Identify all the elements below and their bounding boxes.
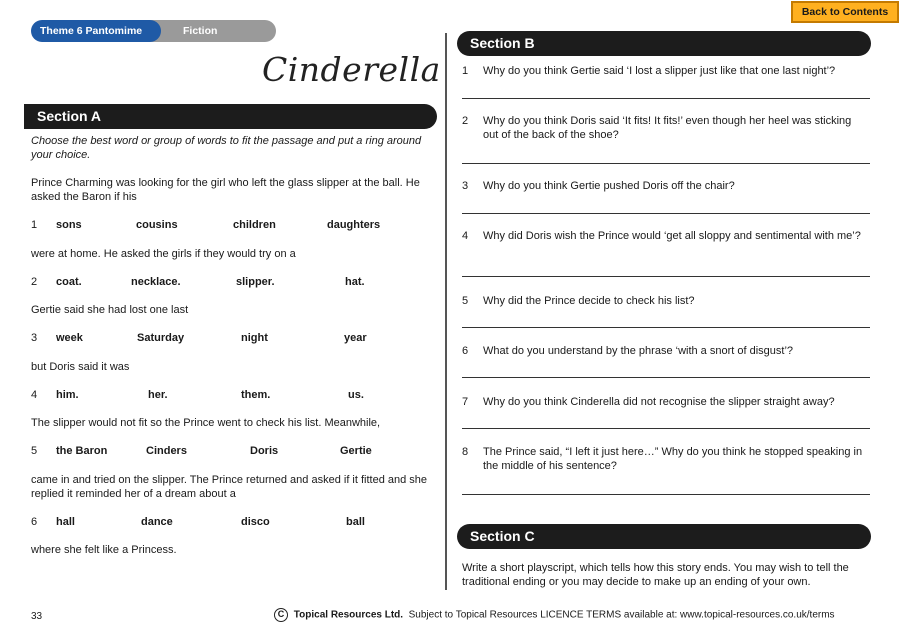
option-choice[interactable]: hall (56, 516, 75, 528)
option-choice[interactable]: daughters (327, 219, 381, 231)
answer-line-8[interactable] (462, 494, 870, 495)
page-title: Cinderella (262, 50, 441, 89)
section-b-heading: Section B (457, 31, 871, 56)
option-choice[interactable]: Cinders (146, 445, 187, 457)
option-choice[interactable]: dance (141, 516, 173, 528)
option-row-1 (31, 219, 441, 233)
option-choice[interactable]: night (241, 332, 268, 344)
passage-5: The slipper would not fit so the Prince went to check his list. Meanwhile, (31, 417, 381, 429)
question-text: Why do you think Doris said ‘It fits! It fits!’ even though her heel was sticking out of the back of the shoe? (483, 115, 852, 141)
option-number: 6 (31, 516, 38, 528)
option-choice[interactable]: necklace. (131, 276, 181, 288)
option-number: 1 (31, 219, 38, 231)
publisher-name: Topical Resources Ltd. (293, 609, 404, 621)
option-choice[interactable]: us. (348, 389, 364, 401)
passage-7: where she felt like a Princess. (31, 544, 177, 556)
column-divider (445, 33, 447, 590)
option-choice[interactable]: cousins (136, 219, 178, 231)
question-text: The Prince said, “I left it just here…” Why do you think he stopped speaking in the middle of his sentence? (483, 446, 863, 472)
question-number: 6 (462, 345, 469, 357)
answer-line-2[interactable] (462, 163, 870, 164)
question-text: Why do you think Gertie pushed Doris off the chair? (483, 180, 735, 192)
option-number: 3 (31, 332, 38, 344)
option-row-3 (31, 332, 441, 346)
question-text: What do you understand by the phrase ‘with a snort of disgust’? (483, 345, 794, 357)
section-c-instruction: Write a short playscript, which tells how this story ends. You may wish to tell the traditional ending or you may decide to make up an ending of your own. (462, 562, 849, 588)
option-choice[interactable]: hat. (345, 276, 365, 288)
question-number: 1 (462, 65, 469, 77)
option-choice[interactable]: the Baron (56, 445, 108, 457)
section-c-heading: Section C (457, 524, 871, 549)
back-to-contents-button[interactable]: Back to Contents (791, 1, 899, 23)
option-choice[interactable]: them. (241, 389, 271, 401)
answer-line-7[interactable] (462, 428, 870, 429)
section-a-heading: Section A (24, 104, 437, 129)
option-choice[interactable]: coat. (56, 276, 82, 288)
option-choice[interactable]: week (56, 332, 83, 344)
theme-tab: Theme 6 Pantomime (31, 20, 161, 42)
option-choice[interactable]: Doris (250, 445, 279, 457)
passage-2: were at home. He asked the girls if they would try on a (31, 248, 296, 260)
option-choice[interactable]: him. (56, 389, 79, 401)
option-number: 2 (31, 276, 38, 288)
option-number: 5 (31, 445, 38, 457)
question-number: 5 (462, 295, 469, 307)
copyright-notice (274, 608, 835, 622)
answer-line-5[interactable] (462, 327, 870, 328)
question-number: 2 (462, 115, 469, 127)
licence-text: Subject to Topical Resources LICENCE TERMS available at: www.topical-resources.co.uk/terms (408, 609, 835, 621)
option-choice[interactable]: Saturday (137, 332, 185, 344)
option-row-5 (31, 445, 441, 459)
section-a-instruction: Choose the best word or group of words to fit the passage and put a ring around your choice. (31, 135, 422, 161)
page-number: 33 (31, 611, 43, 622)
option-choice[interactable]: year (344, 332, 367, 344)
genre-tab: Fiction (Playscript) (141, 20, 276, 42)
question-text: Why did the Prince decide to check his list? (483, 295, 695, 307)
option-choice[interactable]: disco (241, 516, 270, 528)
passage-1: Prince Charming was looking for the girl who left the glass slipper at the ball. He asked the Baron if his (31, 177, 420, 203)
option-choice[interactable]: ball (346, 516, 365, 528)
passage-6: came in and tried on the slipper. The Prince returned and asked if it fitted and she replied it reminded her of a dream about a (31, 474, 428, 500)
answer-line-3[interactable] (462, 213, 870, 214)
passage-4: but Doris said it was (31, 361, 130, 373)
option-choice[interactable]: slipper. (236, 276, 275, 288)
answer-line-1[interactable] (462, 98, 870, 99)
question-number: 8 (462, 446, 469, 458)
question-number: 4 (462, 230, 469, 242)
option-choice[interactable]: Gertie (340, 445, 372, 457)
answer-line-6[interactable] (462, 377, 870, 378)
question-text: Why did Doris wish the Prince would ‘get all sloppy and sentimental with me’? (483, 230, 861, 242)
option-row-4 (31, 389, 441, 403)
question-text: Why do you think Gertie said ‘I lost a slipper just like that one last night’? (483, 65, 836, 77)
option-choice[interactable]: her. (148, 389, 168, 401)
option-row-2 (31, 276, 441, 290)
answer-line-4[interactable] (462, 276, 870, 277)
question-number: 7 (462, 396, 469, 408)
option-number: 4 (31, 389, 38, 401)
theme-tabs (31, 20, 276, 59)
copyright-icon: C (274, 608, 288, 622)
question-text: Why do you think Cinderella did not recognise the slipper straight away? (483, 396, 835, 408)
passage-3: Gertie said she had lost one last (31, 304, 189, 316)
option-choice[interactable]: children (233, 219, 276, 231)
question-number: 3 (462, 180, 469, 192)
option-row-6 (31, 516, 441, 530)
option-choice[interactable]: sons (56, 219, 82, 231)
